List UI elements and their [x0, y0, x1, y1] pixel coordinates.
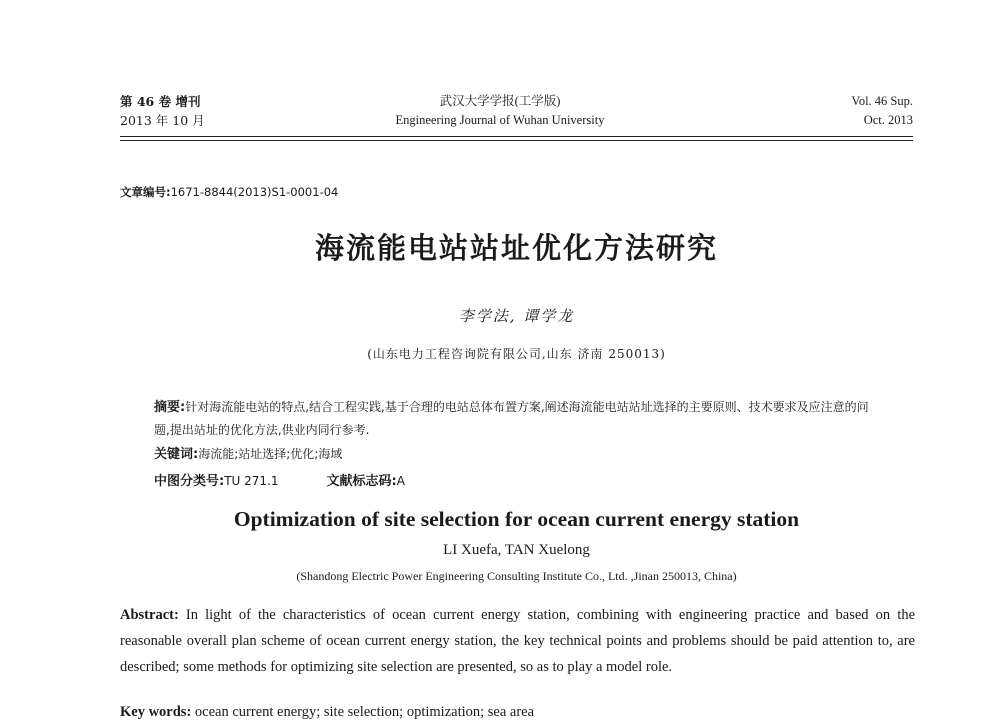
english-title: Optimization of site selection for ocean current energy station: [233, 507, 800, 531]
chinese-classification: [154, 470, 405, 489]
classification-label: 中图分类号:: [154, 474, 225, 489]
english-keywords: [120, 704, 534, 721]
chinese-authors: 李学法, 谭学龙: [458, 307, 575, 325]
chinese-abstract: [154, 396, 884, 441]
article-number-label: 文章编号:: [120, 185, 171, 199]
english-abstract-text: In light of the characteristics of ocean current energy station, combining with engineering practice and based on the reasonable overall plan scheme of ocean current energy station, the key technical points and problems should be paid attention to, are described; some methods for optimizing site selection are presented, so as to play a model role.: [120, 607, 916, 675]
english-keywords-label: Key words:: [120, 704, 192, 720]
chinese-affiliation: (山东电力工程咨询院有限公司,山东 济南 250013): [367, 347, 666, 361]
header-journal-name: [300, 92, 700, 130]
header-volume-en: [760, 92, 913, 130]
header-journal-cn: 武汉大学学报(工学版): [439, 94, 561, 108]
header-issue-info: [120, 92, 205, 130]
doc-code-value: A: [396, 474, 405, 488]
english-abstract: [120, 602, 915, 680]
header-journal-en: Engineering Journal of Wuhan University: [395, 113, 605, 127]
chinese-abstract-label: 摘要:: [154, 400, 186, 415]
chinese-keywords-text: 海流能;站址选择;优化;海域: [198, 447, 343, 461]
english-affiliation: (Shandong Electric Power Engineering Consulting Institute Co., Ltd. ,Jinan 250013, China): [296, 569, 737, 583]
header-rule-thin: [120, 140, 913, 141]
article-number-value: 1671-8844(2013)S1-0001-04: [170, 185, 339, 199]
chinese-abstract-text: 针对海流能电站的特点,结合工程实践,基于合理的电站总体布置方案,阐述海流能电站站址选择的主要原则、技术要求及应注意的问题,提出站址的优化方法,供业内同行参考.: [154, 400, 869, 437]
english-keywords-text: ocean current energy; site selection; optimization; sea area: [194, 704, 535, 720]
chinese-keywords: [154, 443, 342, 462]
article-number: [120, 184, 338, 200]
chinese-keywords-label: 关键词:: [154, 447, 199, 462]
english-authors: LI Xuefa, TAN Xuelong: [443, 542, 590, 558]
classification-value: TU 271.1: [224, 474, 279, 488]
chinese-title: 海流能电站站址优化方法研究: [314, 231, 718, 265]
header-rule-thick: [120, 136, 913, 137]
header-date-en: Oct. 2013: [863, 113, 913, 127]
header-volume: 第 46 卷 增刊: [120, 94, 201, 109]
english-abstract-label: Abstract:: [120, 607, 179, 623]
header-date: 2013 年 10 月: [120, 113, 205, 128]
doc-code-label: 文献标志码:: [326, 474, 397, 489]
header-volume-en-line: Vol. 46 Sup.: [851, 94, 913, 108]
